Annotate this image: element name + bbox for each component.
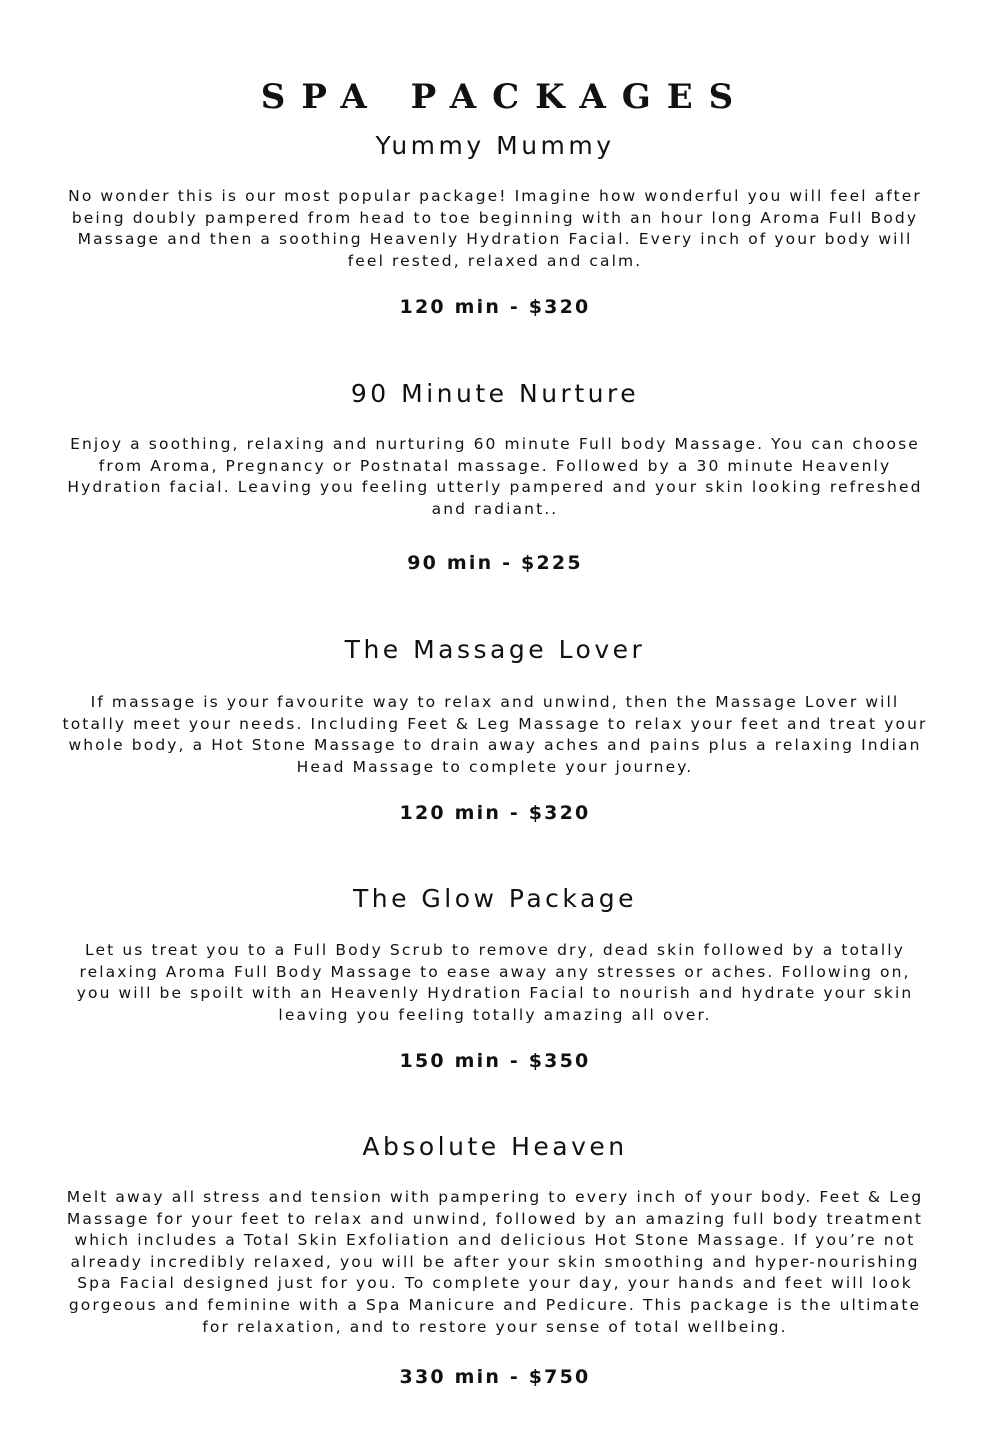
package-title-massage-lover: The Massage Lover <box>344 635 646 664</box>
package-description-absolute-heaven: Melt away all stress and tension with pampering to every inch of your body. Feet & Leg Massage for your feet to relax and unwind, followed by an amazing full body treatment which includes a Total Skin Exfoliation and delicious Hot Stone Massage. If you’re not already incredibly relaxed, you will be after your skin smoothing and hyper-nourishing Spa Facial designed just for you. To complete your day, your hands and feet will look gorgeous and feminine with a Spa Manicure and Pedicure. This package is the ultimate for relaxation, and to restore your sense of total wellbeing. <box>66 1188 924 1336</box>
package-description-90-minute-nurture: Enjoy a soothing, relaxing and nurturing 60 minute Full body Massage. You can choose from Aroma, Pregnancy or Postnatal massage. Followed by a 30 minute Heavenly Hydration facial. Leaving you feeling utterly pampered and your skin looking refreshed and radiant.. <box>67 435 923 518</box>
package-title-glow-package: The Glow Package <box>352 884 638 913</box>
package-title-absolute-heaven: Absolute Heaven <box>362 1132 628 1161</box>
package-title-yummy-mummy: Yummy Mummy <box>375 131 615 160</box>
package-description-yummy-mummy: No wonder this is our most popular package! Imagine how wonderful you will feel after being doubly pampered from head to toe beginning with an hour long Aroma Full Body Massage and then a soothing Heavenly Hydration Facial. Every inch of your body will feel rested, relaxed and calm. <box>68 187 922 270</box>
package-price-massage-lover: 120 min - $320 <box>399 802 591 824</box>
package-price-absolute-heaven: 330 min - $750 <box>399 1366 591 1388</box>
package-description-glow-package: Let us treat you to a Full Body Scrub to remove dry, dead skin followed by a totally relaxing Aroma Full Body Massage to ease away any stresses or aches. Following on, you will be spoilt with an Heavenly Hydration Facial to nourish and hydrate your skin leaving you feeling totally amazing all over. <box>76 941 914 1024</box>
package-title-90-minute-nurture: 90 Minute Nurture <box>350 379 640 408</box>
package-description-massage-lover: If massage is your favourite way to relax and unwind, then the Massage Lover will totally meet your needs. Including Feet & Leg Massage to relax your feet and treat your whole body, a Hot Stone Massage to drain away aches and pains plus a relaxing Indian Head Massage to complete your journey. <box>62 693 928 776</box>
package-price-90-minute-nurture: 90 min - $225 <box>407 552 583 574</box>
package-price-yummy-mummy: 120 min - $320 <box>399 296 591 318</box>
package-price-glow-package: 150 min - $350 <box>399 1050 591 1072</box>
page-title: SPA PACKAGES <box>260 76 750 117</box>
